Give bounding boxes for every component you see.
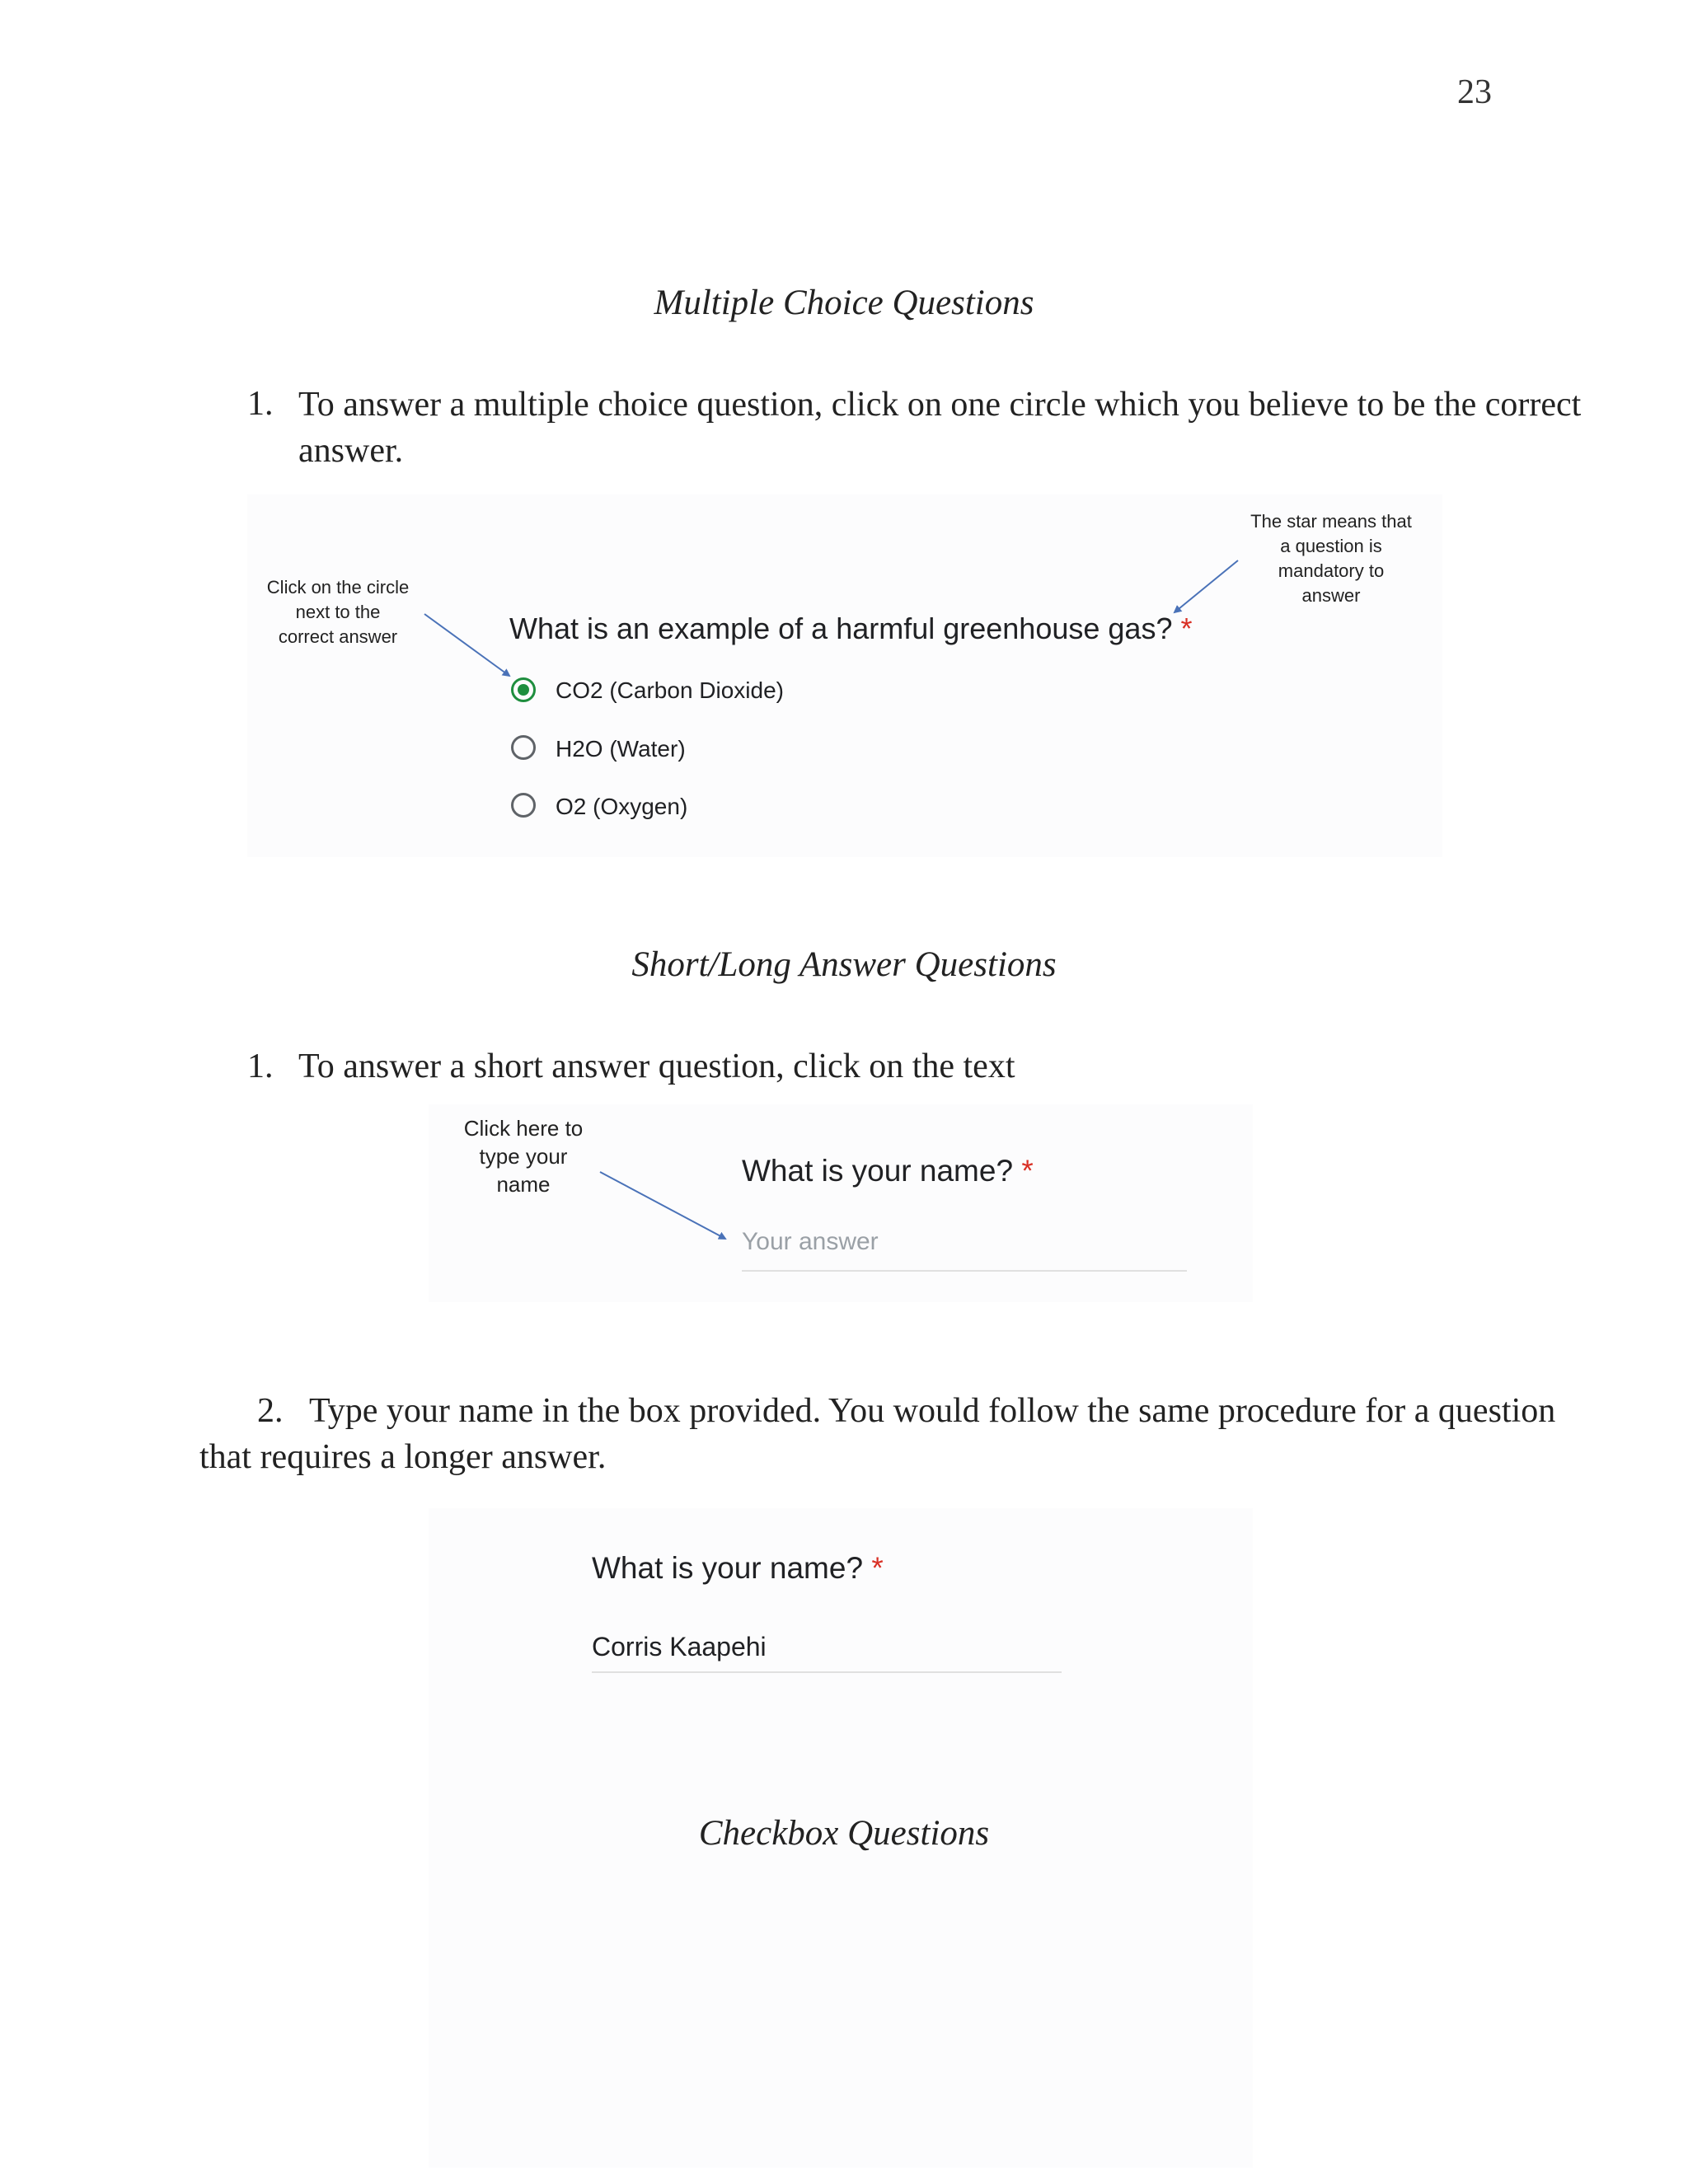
callout-line: next to the [295, 602, 381, 622]
question-text: What is your name? [742, 1154, 1014, 1188]
instruction-text: that requires a longer answer. [199, 1438, 607, 1476]
instruction-text: To answer a short answer question, click on the text [298, 1047, 1015, 1085]
required-star-icon: * [1021, 1154, 1034, 1188]
step-number: 2. [257, 1392, 284, 1430]
section-heading-multiple-choice: Multiple Choice Questions [654, 284, 1034, 322]
answer-placeholder: Your answer [742, 1228, 879, 1255]
question-text: What is your name? [592, 1551, 864, 1585]
arrow-to-star [1175, 560, 1238, 612]
callout-line: name [496, 1172, 551, 1197]
callout-line: a question is [1280, 536, 1382, 556]
step-number: 1. [247, 1047, 274, 1085]
required-star-icon: * [871, 1551, 884, 1585]
callout-line: The star means that [1250, 511, 1412, 532]
callout-line: correct answer [278, 626, 398, 647]
option-label: CO2 (Carbon Dioxide) [556, 677, 784, 703]
callout-line: answer [1301, 585, 1361, 606]
callout-line: type your [479, 1144, 568, 1169]
instruction-text: To answer a multiple choice question, click on one circle which you believe to be the correct [298, 386, 1582, 424]
instruction-text: Type your name in the box provided. You would follow the same procedure for a question [309, 1392, 1556, 1430]
question-text: What is an example of a harmful greenhouse gas? [509, 612, 1173, 645]
step-number: 1. [247, 385, 274, 423]
option-label: O2 (Oxygen) [556, 794, 688, 819]
instruction-text: answer. [298, 432, 404, 470]
arrow-to-radio [424, 614, 509, 676]
section-heading-checkbox: Checkbox Questions [698, 1814, 990, 1853]
arrow-to-answer-field [600, 1172, 725, 1239]
page-number: 23 [1457, 73, 1492, 111]
section-heading-short-long: Short/Long Answer Questions [631, 945, 1057, 984]
answer-value: Corris Kaapehi [592, 1632, 767, 1661]
callout-line: Click here to [463, 1116, 584, 1141]
required-star-icon: * [1180, 612, 1193, 645]
callout-line: mandatory to [1278, 560, 1385, 581]
option-label: H2O (Water) [556, 736, 686, 762]
callout-line: Click on the circle [266, 577, 410, 598]
